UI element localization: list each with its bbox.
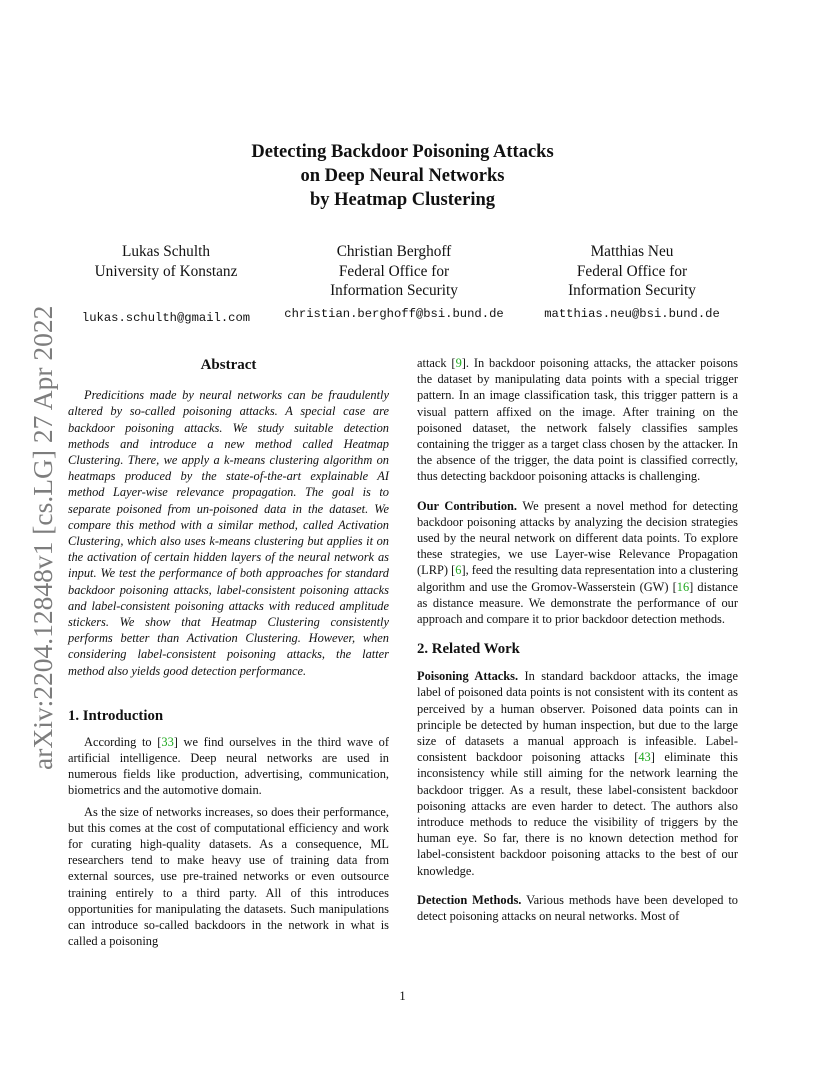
author-email[interactable]: matthias.neu@bsi.bund.de <box>544 306 720 321</box>
author-name: Christian Berghoff <box>336 243 452 260</box>
intro-paragraph-2: As the size of networks increases, so does their performance, but this comes at the cost of computational efficiency and work for curating high-quality datasets. As a consequence, ML researchers tend to make heavy use of training data from external sources, use pre-trained networks or even outsource training entirely to a third party. All of this introduces opportunities for manipulating the datasets. Such manipulations can introduce so-called backdoors in the network in what is called a poisoning <box>68 804 389 949</box>
author-affiliation: Federal Office for <box>338 262 450 280</box>
author-affiliation: Information Security <box>330 282 458 299</box>
author-block <box>66 242 266 329</box>
paper-title <box>0 140 805 212</box>
abstract-text: Predicitions made by neural networks can be fraudulently altered by so-called poisoning attacks. A special case are backdoor poisoning attacks. We study suitable detection methods and introduce a new method called Heatmap Clustering. There, we apply a k-means clustering algorithm on heatmaps produced by the state-of-the-art explainable AI method Layer-wise relevance propagation. The goal is to separate poisoned from un-poisoned data in the dataset. We compare this method with a similar method, called Activation Clustering, which also uses k-means clustering but applies it on the activation of certain hidden layers of the neural network as input. We test the performance of both approaches for standard backdoor poisoning attacks, label-consistent poisoning attacks and label-consistent poisoning attacks with reduced amplitude stickers. We show that Heatmap Clustering consistently performs better than Activation Clustering. However, when considering label-consistent poisoning attacks, the latter method also yields good detection performance. <box>68 388 389 678</box>
citation-link[interactable]: 16 <box>676 579 690 594</box>
detection-methods-paragraph: Detection Methods. Various methods have been developed to detect poisoning attacks on neural networks. Most of <box>417 892 738 924</box>
arxiv-identifier: arXiv:2204.12848v1 [cs.LG] 27 Apr 2022 <box>27 305 58 770</box>
author-email[interactable]: lukas.schulth@gmail.com <box>81 311 251 325</box>
author-name: Matthias Neu <box>590 243 674 260</box>
citation-link[interactable]: 6 <box>455 563 462 578</box>
citation-link[interactable]: 9 <box>455 356 462 370</box>
left-column <box>68 355 389 950</box>
author-affiliation: Information Security <box>568 282 696 299</box>
citation-link[interactable]: 33 <box>161 734 174 749</box>
contribution-paragraph: Our Contribution. We present a novel method for detecting backdoor poisoning attacks by analyzing the decision strategies used by the neural network on different data points. To explore these strategies, we use Layer-wise Relevance Propagation (LRP) [6], feed the resulting data representation into a clustering algorithm and use the Gromov-Wasserstein (GW) [16] distance as distance measure. We demonstrate the performance of our approach and compare it to prior backdoor detection methods. <box>417 498 739 627</box>
intro-paragraph-continued: attack [9]. In backdoor poisoning attacks, the attacker poisons the dataset by manipulating data points with a special trigger pattern. In an image classification task, this trigger pattern is a visual pattern affixed on the image. After training on the poisoned dataset, the network falsely classifies samples containing the trigger as a target class chosen by the attacker. In the absence of the trigger, the data point is classified correctly, thus detecting backdoor poisoning attacks is challenging. <box>417 356 738 484</box>
section-heading-related-work: 2. Related Work <box>417 641 520 658</box>
section-heading-introduction: 1. Introduction <box>68 707 164 724</box>
abstract-heading: Abstract <box>200 357 257 373</box>
title-line: Detecting Backdoor Poisoning Attacks <box>251 142 554 162</box>
page-number: 1 <box>399 989 406 1003</box>
author-block <box>532 242 732 324</box>
intro-paragraph-1: According to [33] we find ourselves in the third wave of artificial intelligence. Deep neural networks are used in numerous fields like production, advertising, communication, biometrics and the automotive domain. <box>68 734 389 798</box>
author-email[interactable]: christian.berghoff@bsi.bund.de <box>284 306 504 321</box>
contribution-label: Our Contribution. <box>417 498 518 513</box>
title-line: by Heatmap Clustering <box>310 190 495 210</box>
author-affiliation: University of Konstanz <box>94 262 238 280</box>
poisoning-attacks-paragraph: Poisoning Attacks. In standard backdoor attacks, the image label of poisoned data points is not consistent with its content as perceived by a human observer. Poisoned data points can in principle be detected by human inspection, but due to the large size of datasets a manual approach is infeasible. Label-consistent backdoor poisoning attacks [43] eliminate this inconsistency while still aiming for the network learning the backdoor trigger. As a result, these label-consistent backdoor poisoning attacks are even harder to detect. The authors also introduce methods to reduce the visibility of triggers by the human eye. So far, there is no known detection method for label-consistent backdoor poisoning attacks to the best of our knowledge. <box>417 669 739 878</box>
title-line: on Deep Neural Networks <box>300 166 505 186</box>
author-affiliation: Federal Office for <box>576 262 688 280</box>
author-block <box>274 242 514 324</box>
right-column <box>417 355 738 924</box>
citation-link[interactable]: 43 <box>638 750 651 765</box>
detection-methods-label: Detection Methods. <box>417 892 522 907</box>
author-name: Lukas Schulth <box>122 243 210 260</box>
poisoning-attacks-label: Poisoning Attacks. <box>417 669 519 684</box>
